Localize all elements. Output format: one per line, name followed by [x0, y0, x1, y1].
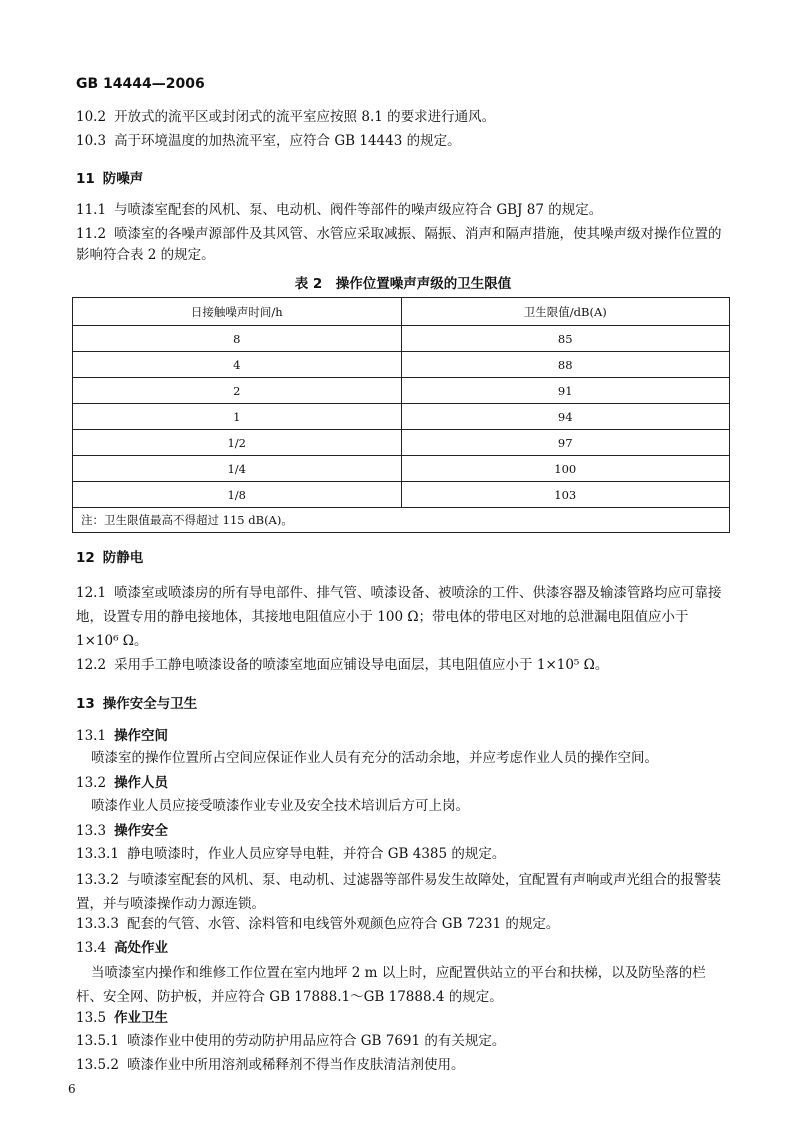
cell-time: 1/2 — [73, 430, 402, 456]
noise-limit-table — [72, 297, 730, 533]
clause-13-5-2: 13.5.2 喷漆作业中所用溶剂或稀释剂不得当作皮肤清洁剂使用。 — [76, 1057, 465, 1073]
subsection-13-1-heading: 13.1 操作空间 — [76, 728, 169, 744]
table-header-row — [73, 298, 730, 326]
standard-header: GB 14444—2006 — [76, 76, 205, 92]
cell-time: 1/8 — [73, 482, 402, 508]
table-row — [73, 430, 730, 456]
cell-time: 1 — [73, 404, 402, 430]
table-row — [73, 326, 730, 352]
subsection-13-5-heading: 13.5 作业卫生 — [76, 1010, 169, 1026]
table-note: 注：卫生限值最高不得超过 115 dB(A)。 — [73, 508, 730, 533]
table-note-row — [73, 508, 730, 533]
clause-13-5-1: 13.5.1 喷漆作业中使用的劳动防护用品应符合 GB 7691 的有关规定。 — [76, 1033, 506, 1049]
table-row — [73, 482, 730, 508]
cell-limit: 103 — [401, 482, 730, 508]
subsection-13-2-text: 喷漆作业人员应接受喷漆作业专业及安全技术培训后方可上岗。 — [91, 798, 469, 814]
cell-time: 1/4 — [73, 456, 402, 482]
column-header-exposure-time: 日接触噪声时间/h — [73, 298, 402, 326]
cell-time: 4 — [73, 352, 402, 378]
table-row — [73, 378, 730, 404]
section-12-heading: 12 防静电 — [76, 550, 144, 566]
cell-time: 8 — [73, 326, 402, 352]
clause-13-3-3: 13.3.3 配套的气管、水管、涂料管和电线管外观颜色应符合 GB 7231 的规定。 — [76, 916, 560, 932]
table-row — [73, 456, 730, 482]
cell-time: 2 — [73, 378, 402, 404]
subsection-13-3-heading: 13.3 操作安全 — [76, 823, 169, 839]
cell-limit: 100 — [401, 456, 730, 482]
clause-12-1: 12.1 喷漆室或喷漆房的所有导电部件、排气管、喷漆设备、被喷涂的工件、供漆容器及输漆管路均应可靠接地，设置专用的静电接地体，其接地电阻值应小于 100 Ω；带电体的带电区对地的总泄漏电阻值应小于 1×10⁶ Ω。 — [76, 585, 722, 649]
section-13-heading: 13 操作安全与卫生 — [76, 696, 198, 712]
clause-13-3-1: 13.3.1 静电喷漆时，作业人员应穿导电鞋，并符合 GB 4385 的规定。 — [76, 846, 506, 862]
clause-10-2: 10.2 开放式的流平区或封闭式的流平室应按照 8.1 的要求进行通风。 — [76, 109, 496, 125]
cell-limit: 94 — [401, 404, 730, 430]
subsection-13-4-heading: 13.4 高处作业 — [76, 940, 169, 956]
clause-11-1: 11.1 与喷漆室配套的风机、泵、电动机、阀件等部件的噪声级应符合 GBJ 87 的规定。 — [76, 202, 603, 218]
cell-limit: 91 — [401, 378, 730, 404]
clause-13-3-2: 13.3.2 与喷漆室配套的风机、泵、电动机、过滤器等部件易发生故障处，宜配置有声响或声光组合的报警装置，并与喷漆操作动力源连锁。 — [76, 872, 721, 912]
clause-12-2: 12.2 采用手工静电喷漆设备的喷漆室地面应铺设导电面层，其电阻值应小于 1×10⁵ Ω。 — [76, 657, 609, 673]
page-number: 6 — [68, 1082, 76, 1096]
column-header-limit: 卫生限值/dB(A) — [401, 298, 730, 326]
table-row — [73, 404, 730, 430]
cell-limit: 85 — [401, 326, 730, 352]
subsection-13-1-text: 喷漆室的操作位置所占空间应保证作业人员有充分的活动余地，并应考虑作业人员的操作空间。 — [91, 750, 658, 766]
table-caption: 表 2 操作位置噪声声级的卫生限值 — [294, 276, 512, 292]
table-row — [73, 352, 730, 378]
clause-11-2: 11.2 喷漆室的各噪声源部件及其风管、水管应采取减振、隔振、消声和隔声措施，使其噪声级对操作位置的影响符合表 2 的规定。 — [76, 226, 722, 263]
cell-limit: 97 — [401, 430, 730, 456]
cell-limit: 88 — [401, 352, 730, 378]
section-11-heading: 11 防噪声 — [76, 171, 144, 187]
subsection-13-2-heading: 13.2 操作人员 — [76, 775, 169, 791]
clause-10-3: 10.3 高于环境温度的加热流平室，应符合 GB 14443 的规定。 — [76, 133, 461, 149]
subsection-13-4-text: 当喷漆室内操作和维修工作位置在室内地坪 2 m 以上时，应配置供站立的平台和扶梯，以及防坠落的栏杆、安全网、防护板，并应符合 GB 17888.1～GB 17888.4 的规定。 — [76, 965, 706, 1005]
